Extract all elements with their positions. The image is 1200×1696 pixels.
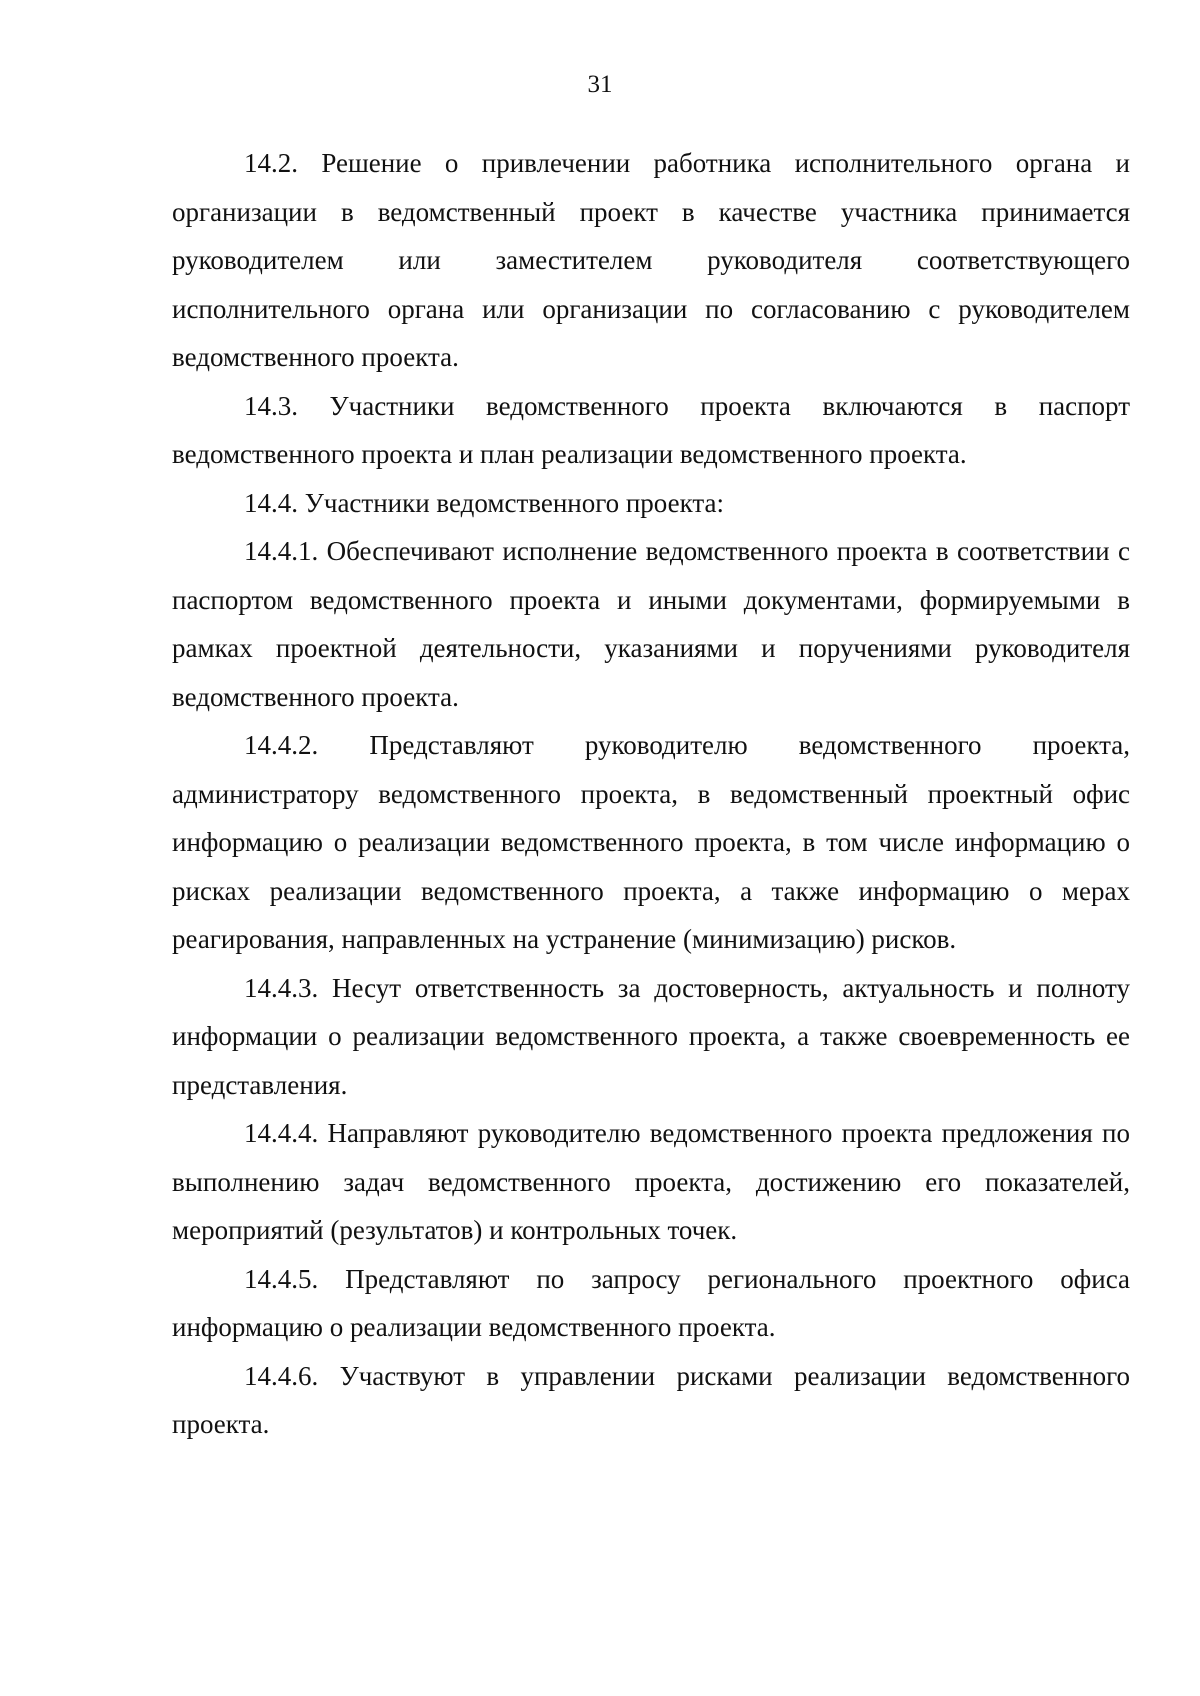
page-number: 31 — [587, 71, 613, 98]
paragraph-14-4-2: 14.4.2. Представляют руководителю ведомственного проекта, администратору ведомственного проекта, в ведомственный проектный офис информацию о реализации ведомственного проекта, в том числе информацию о рисках реализации ведомственного проекта, а также информацию о мерах реагирования, направленных на устранение (минимизацию) рисков. — [172, 730, 1130, 954]
paragraph-14-3: 14.3. Участники ведомственного проекта включаются в паспорт ведомственного проекта и план реализации ведомственного проекта. — [172, 390, 1130, 469]
paragraph-14-4-6: 14.4.6. Участвуют в управлении рисками реализации ведомственного проекта. — [172, 1360, 1130, 1439]
paragraph-14-2: 14.2. Решение о привлечении работника исполнительного органа и организации в ведомственный проект в качестве участника принимается руководителем или заместителем руководителя соответствующего исполнительного органа или организации по согласованию с руководителем ведомственного проекта. — [172, 148, 1130, 372]
paragraph-14-4-1: 14.4.1. Обеспечивают исполнение ведомственного проекта в соответствии с паспортом ведомственного проекта и иными документами, формируемыми в рамках проектной деятельности, указаниями и поручениями руководителя ведомственного проекта. — [172, 536, 1130, 712]
paragraph-14-4-3: 14.4.3. Несут ответственность за достоверность, актуальность и полноту информации о реализации ведомственного проекта, а также своевременность ее представления. — [172, 972, 1130, 1100]
paragraph-14-4-4: 14.4.4. Направляют руководителю ведомственного проекта предложения по выполнению задач ведомственного проекта, достижению его показателей, мероприятий (результатов) и контрольных точек. — [172, 1118, 1130, 1245]
paragraph-14-4: 14.4. Участники ведомственного проекта: — [244, 487, 725, 518]
paragraph-14-4-5: 14.4.5. Представляют по запросу регионального проектного офиса информацию о реализации ведомственного проекта. — [172, 1263, 1130, 1342]
document-body — [172, 139, 1130, 1449]
